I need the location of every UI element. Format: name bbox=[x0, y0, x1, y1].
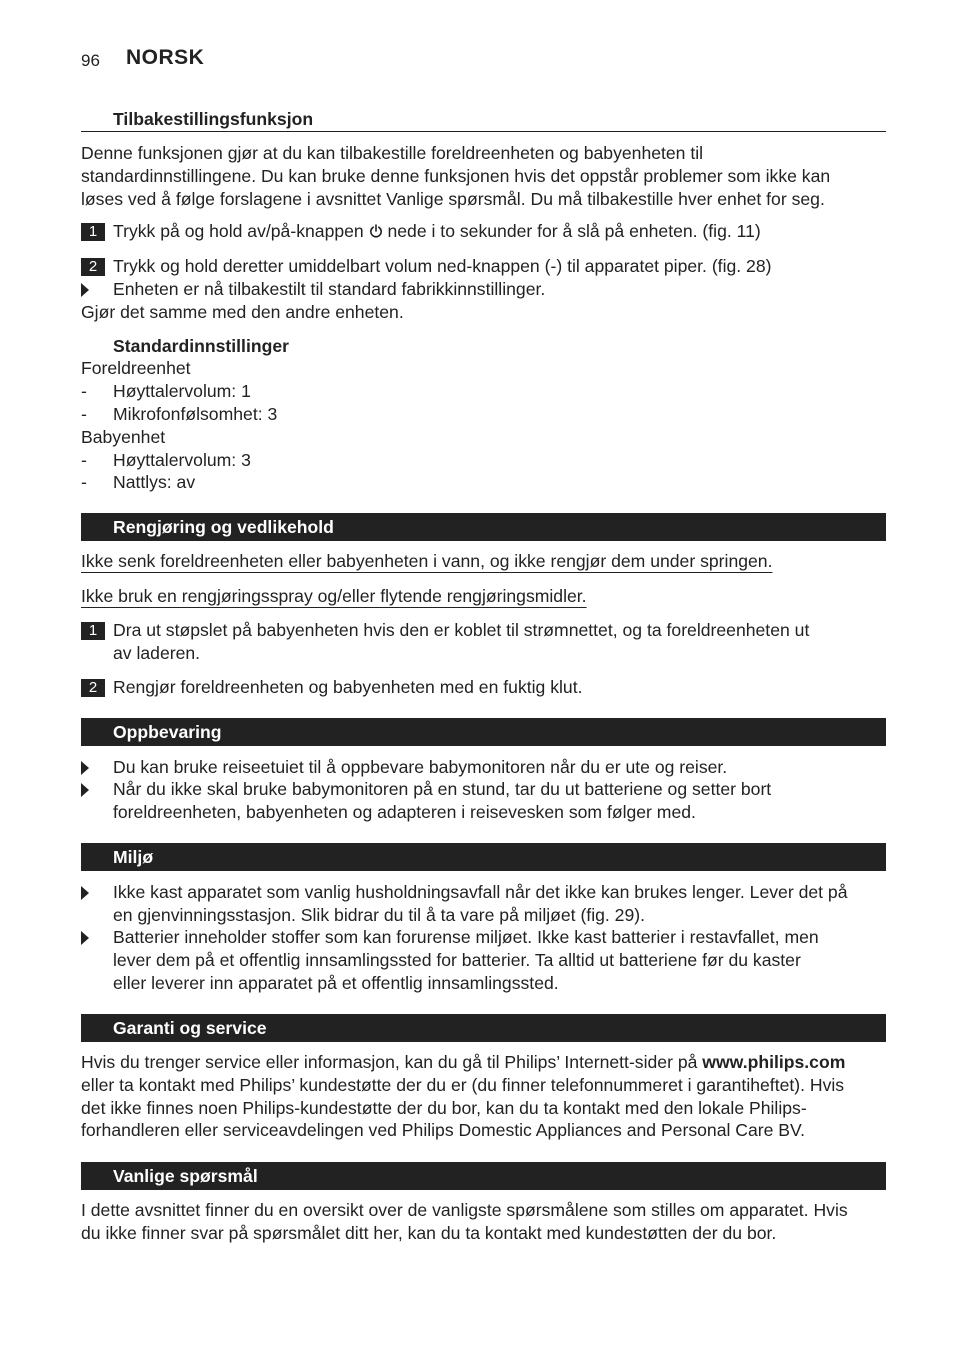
philips-website-link[interactable]: www.philips.com bbox=[702, 1052, 846, 1072]
reset-heading-rule bbox=[81, 131, 886, 132]
defaults-baby-label: Babyenhet bbox=[81, 427, 166, 447]
step-text: Rengjør foreldreenheten og babyenheten med en fuktig klut. bbox=[113, 677, 583, 697]
guarantee-line: det ikke finnes noen Philips-kundestøtte der du bor, kan du ta kontakt med den lokale Philips- bbox=[81, 1097, 807, 1118]
bullet-line: en gjenvinningsstasjon. Slik bidrar du til å ta vare på miljøet (fig. 29). bbox=[113, 904, 645, 925]
list-dash: - bbox=[81, 404, 87, 424]
storage-heading: Oppbevaring bbox=[81, 718, 886, 746]
defaults-heading: Standardinnstillinger bbox=[113, 336, 289, 356]
list-item bbox=[81, 380, 886, 403]
list-item-text: Nattlys: av bbox=[113, 472, 196, 492]
list-item bbox=[81, 403, 886, 426]
reset-intro bbox=[81, 142, 886, 210]
list-item-text: Mikrofonfølsomhet: 3 bbox=[113, 404, 278, 424]
guarantee-line: eller ta kontakt med Philips’ kundestøtte der du er (du finner telefonnummeret i garantiheftet). Hvis bbox=[81, 1074, 845, 1095]
defaults-parent-label: Foreldreenhet bbox=[81, 358, 191, 378]
storage-bullet-2 bbox=[81, 778, 886, 824]
guarantee-heading: Garanti og service bbox=[81, 1014, 886, 1042]
step-line: Dra ut støpslet på babyenheten hvis den er koblet til strømnettet, og ta foreldreenheten ut bbox=[113, 620, 810, 640]
list-item bbox=[81, 449, 886, 472]
step-number: 1 bbox=[81, 223, 105, 241]
step-text bbox=[113, 220, 886, 243]
power-icon bbox=[369, 224, 383, 238]
reset-step-2 bbox=[81, 255, 886, 278]
guarantee-text bbox=[81, 1051, 886, 1142]
step-text: Trykk og hold deretter umiddelbart volum ned-knappen (-) til apparatet piper. (fig. 28) bbox=[113, 256, 772, 276]
cleaning-step-2 bbox=[81, 676, 886, 699]
faq-line: I dette avsnittet finner du en oversikt over de vanligste spørsmålene som stilles om apparatet. Hvis bbox=[81, 1200, 848, 1220]
step-number: 2 bbox=[81, 258, 105, 276]
step-text-before: Trykk på og hold av/på-knappen bbox=[113, 221, 364, 241]
bullet-line: Når du ikke skal bruke babymonitoren på en stund, tar du ut batteriene og setter bort bbox=[113, 779, 772, 799]
guarantee-line bbox=[81, 1051, 886, 1074]
bullet-line: lever dem på et offentlig innsamlingssted for batterier. Ta alltid ut batteriene før du kaster bbox=[113, 949, 801, 970]
environment-bullet-1 bbox=[81, 881, 886, 927]
reset-repeat: Gjør det samme med den andre enheten. bbox=[81, 302, 404, 322]
bullet-text bbox=[113, 881, 886, 927]
reset-step-1 bbox=[81, 220, 886, 243]
reset-intro-line: løses ved å følge forslagene i avsnittet Vanlige spørsmål. Du må tilbakestille hver enhet for seg. bbox=[81, 188, 825, 209]
bullet-arrow-icon bbox=[81, 931, 89, 945]
bullet-arrow-icon bbox=[81, 783, 89, 797]
list-dash: - bbox=[81, 450, 87, 470]
bullet-arrow-icon bbox=[81, 761, 89, 775]
bullet-arrow-icon bbox=[81, 886, 89, 900]
bullet-line: eller leverer inn apparatet på et offentlig innsamlingssted. bbox=[113, 972, 559, 993]
faq-heading: Vanlige spørsmål bbox=[81, 1162, 886, 1190]
step-text-after: nede i to sekunder for å slå på enheten. (fig. 11) bbox=[387, 221, 761, 241]
list-dash: - bbox=[81, 472, 87, 492]
bullet-line: Ikke kast apparatet som vanlig husholdningsavfall når det ikke kan brukes lenger. Lever det på bbox=[113, 882, 848, 902]
cleaning-heading: Rengjøring og vedlikehold bbox=[81, 513, 886, 541]
environment-heading: Miljø bbox=[81, 843, 886, 871]
guarantee-line: forhandleren eller serviceavdelingen ved Philips Domestic Appliances and Personal Care BV. bbox=[81, 1120, 806, 1141]
list-dash: - bbox=[81, 381, 87, 401]
guarantee-line-start: Hvis du trenger service eller informasjon, kan du gå til Philips’ Internett-sider på bbox=[81, 1052, 698, 1072]
result-arrow-icon bbox=[81, 283, 89, 297]
environment-bullet-2 bbox=[81, 926, 886, 995]
reset-intro-line: standardinnstillingene. Du kan bruke denne funksjonen hvis det oppstår problemer som ikke kan bbox=[81, 165, 831, 186]
faq-line: du ikke finner svar på spørsmålet ditt her, kan du ta kontakt med kundestøtten der du bor. bbox=[81, 1222, 777, 1243]
storage-bullet-1 bbox=[81, 756, 886, 779]
bullet-line: foreldreenheten, babyenheten og adapteren i reisevesken som følger med. bbox=[113, 801, 696, 822]
reset-result bbox=[81, 278, 886, 301]
bullet-line: Batterier inneholder stoffer som kan forurense miljøet. Ikke kast batterier i restavfallet, men bbox=[113, 927, 819, 947]
warning-text: Ikke senk foreldreenheten eller babyenheten i vann, og ikke rengjør dem under springen. bbox=[81, 551, 773, 571]
step-line: av laderen. bbox=[113, 642, 201, 663]
list-item-text: Høyttalervolum: 1 bbox=[113, 381, 251, 401]
cleaning-warning-1 bbox=[81, 550, 886, 573]
reset-intro-line: Denne funksjonen gjør at du kan tilbakestille foreldreenheten og babyenheten til bbox=[81, 143, 704, 163]
bullet-text bbox=[113, 778, 886, 824]
list-item bbox=[81, 471, 886, 494]
reset-heading: Tilbakestillingsfunksjon bbox=[113, 109, 314, 129]
cleaning-warning-2 bbox=[81, 585, 886, 608]
page-number: 96 bbox=[81, 51, 100, 70]
step-number: 2 bbox=[81, 679, 105, 697]
cleaning-step-1 bbox=[81, 619, 886, 665]
language-heading: NORSK bbox=[126, 46, 205, 69]
step-number: 1 bbox=[81, 622, 105, 640]
list-item-text: Høyttalervolum: 3 bbox=[113, 450, 251, 470]
bullet-text bbox=[113, 926, 886, 994]
result-text: Enheten er nå tilbakestilt til standard fabrikkinnstillinger. bbox=[113, 279, 546, 299]
faq-text bbox=[81, 1199, 886, 1245]
warning-text: Ikke bruk en rengjøringsspray og/eller flytende rengjøringsmidler. bbox=[81, 586, 587, 606]
step-text bbox=[113, 619, 886, 665]
bullet-text: Du kan bruke reiseetuiet til å oppbevare babymonitoren når du er ute og reiser. bbox=[113, 757, 728, 777]
